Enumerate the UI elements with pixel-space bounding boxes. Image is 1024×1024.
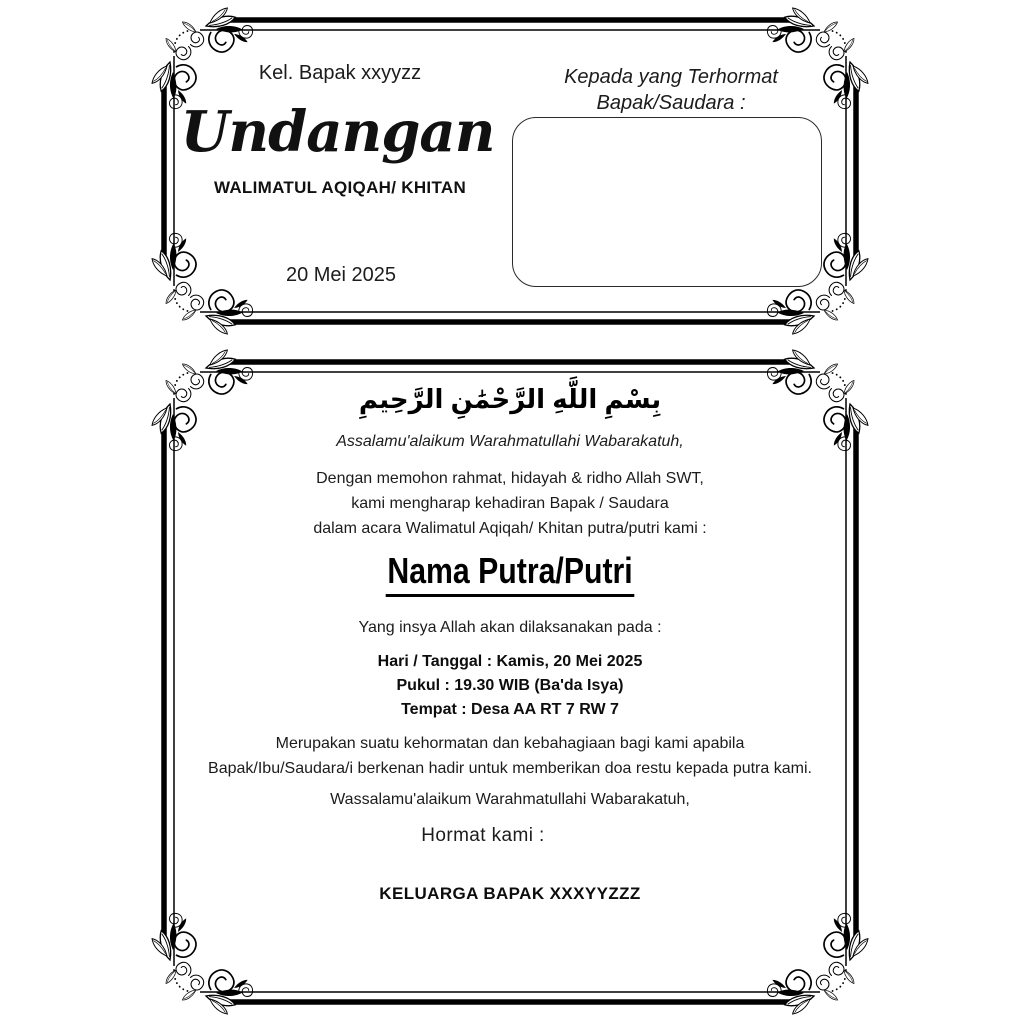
regards-label: Hormat kami : (421, 825, 545, 846)
recipient-heading-line2: Bapak/Saudara : (596, 92, 746, 114)
event-schedule (150, 650, 870, 722)
child-name-row (150, 551, 870, 597)
cover-subtitle: WALIMATUL AQIQAH/ KHITAN (213, 178, 467, 197)
schedule-intro: Yang insya Allah akan dilaksanakan pada : (358, 619, 662, 636)
sender-family-label: Kel. Bapak xxyyzz (258, 62, 422, 84)
bismillah-calligraphy: بِسْمِ اللَّهِ الرَّحْمَٰنِ الرَّحِيمِ (358, 384, 662, 414)
closing-paragraph (150, 731, 870, 781)
intro-line: Dengan memohon rahmat, hidayah & ridho Allah SWT, (316, 470, 704, 487)
closing-line: Bapak/Ibu/Saudara/i berkenan hadir untuk memberikan doa restu kepada putra kami. (208, 760, 812, 777)
recipient-name-box (512, 117, 822, 287)
intro-line: kami mengharap kehadiran Bapak / Saudara (351, 495, 669, 512)
intro-line: dalam acara Walimatul Aqiqah/ Khitan putra/putri kami : (313, 520, 707, 537)
recipient-heading (521, 64, 821, 116)
invitation-cover-card (150, 6, 870, 336)
closing-line: Merupakan suatu kehormatan dan kebahagiaan bagi kami apabila (275, 735, 745, 752)
cover-date: 20 Mei 2025 (285, 264, 397, 286)
child-name: Nama Putra/Putri (386, 551, 635, 597)
schedule-day-date: Hari / Tanggal : Kamis, 20 Mei 2025 (377, 653, 643, 670)
family-signature: KELUARGA BAPAK XXXYYZZZ (379, 884, 641, 903)
schedule-place: Tempat : Desa AA RT 7 RW 7 (401, 701, 619, 718)
cover-title: Undangan (180, 99, 495, 165)
schedule-time: Pukul : 19.30 WIB (Ba'da Isya) (396, 677, 624, 694)
intro-paragraph (150, 466, 870, 541)
invitation-content-card (150, 348, 870, 1016)
opening-salam: Assalamu'alaikum Warahmatullahi Wabarakatuh, (336, 433, 684, 450)
closing-salam: Wassalamu'alaikum Warahmatullahi Wabarakatuh, (330, 791, 690, 808)
recipient-heading-line1: Kepada yang Terhormat (564, 66, 778, 88)
